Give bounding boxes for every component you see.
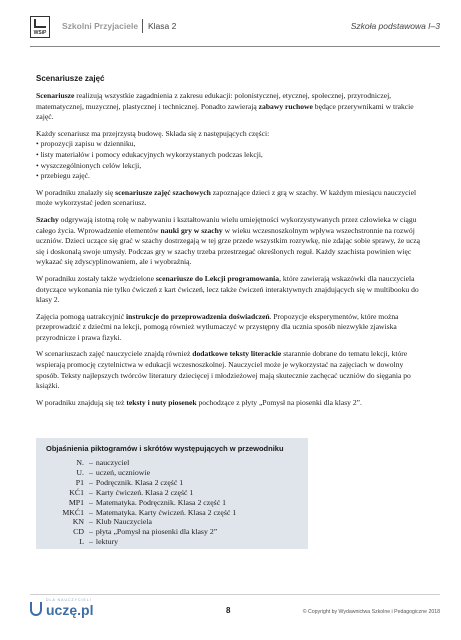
dash: – xyxy=(89,527,93,537)
dash: – xyxy=(89,497,93,507)
page-header xyxy=(30,16,440,46)
bold-term: scenariusze zajęć szachowych xyxy=(115,187,211,197)
paragraph-text: W poradniku znajdują się też xyxy=(36,397,127,407)
abbreviation-row xyxy=(46,488,298,498)
dash: – xyxy=(89,487,93,497)
abbreviation: N. xyxy=(76,458,84,467)
abbreviation-row xyxy=(46,478,298,488)
abbreviation-meaning: Matematyka. Karty ćwiczeń. Klasa 2 część 1 xyxy=(95,507,237,517)
paragraph-experiments xyxy=(36,312,428,344)
abbreviation-meaning: Karty ćwiczeń. Klasa 2 część 1 xyxy=(95,487,194,497)
abbreviation: KĆ1 xyxy=(69,487,84,497)
paragraph-text: odgrywają istotną rolę w nabywaniu i kształtowaniu wielu umiejętności wykorzystywanych przez człowieka w ciągu całego życia. Wprowadzenie elementów xyxy=(36,214,417,235)
footer-rule xyxy=(30,594,440,595)
abbreviation: CD xyxy=(73,527,84,537)
ucze-logo[interactable] xyxy=(30,598,110,622)
main-content xyxy=(36,74,428,414)
paragraph-text: W poradniku znalazły się xyxy=(36,187,116,197)
paragraph-text: . Propozycje eksperymentów, które można przeprowadzić z dziećmi na lekcji, pomogą również wytłumaczyć w przystępny dla ucznia sposób niezwykłe zjawiska przyrodnicze i prawa fizyki. xyxy=(36,311,399,342)
section-title: Scenariusze zajęć xyxy=(36,74,105,83)
school-level: Szkoła podstawowa I–3 xyxy=(350,21,440,31)
paragraph-text: Zajęcia pomogą uatrakcyjnić xyxy=(36,311,127,321)
series-title: Szkolni Przyjaciele xyxy=(62,21,139,31)
abbreviation-row xyxy=(46,537,298,547)
paragraph-text: starannie dobrane do tematu lekcji, które wspierają promocję czytelnictwa w edukacji wczesnoszkolnej. Nauczyciel może je wykorzystać na zajęciach w dowolny sposób. Teksty najlepszych twórców literatury dziecięcej i młodzieżowej mają skutecznie zachęcać uczniów do sięgania po książki. xyxy=(36,349,411,391)
abbreviation: L xyxy=(79,537,84,547)
paragraph-text: W poradniku zostały także wydzielone xyxy=(36,273,156,283)
wsip-logo-text: WSiP xyxy=(33,30,47,36)
paragraph-programming xyxy=(36,274,428,306)
list-item: • przebiegu zajęć. xyxy=(36,171,428,182)
wsip-logo xyxy=(30,16,50,38)
abbreviation-row xyxy=(46,517,298,527)
dash: – xyxy=(89,537,93,547)
bold-term: teksty i nuty piosenek xyxy=(126,397,197,407)
dash: – xyxy=(89,507,93,517)
ucze-site-name: uczę.pl xyxy=(46,602,94,618)
abbreviation: MKĆ1 xyxy=(62,507,84,517)
page-number: 8 xyxy=(226,606,231,615)
bold-term: Szachy xyxy=(36,214,59,224)
paragraph-text: realizują wszystkie zagadnienia z zakresu edukacji: polonistycznej, etycznej, społecznej, przyrodniczej, matematycznej, muzycznej, plastycznej i technicznej. Ponadto zawierają xyxy=(36,91,392,111)
paragraph-literature xyxy=(36,349,428,391)
class-label: Klasa 2 xyxy=(148,21,177,31)
abbreviation: U. xyxy=(76,467,84,477)
abbreviation-row xyxy=(46,508,298,518)
list-item: • wyszczególnionych celów lekcji, xyxy=(36,161,428,172)
abbreviation-row xyxy=(46,468,298,478)
header-separator xyxy=(142,19,143,33)
paragraph-text: , które zawierają wskazówki dla nauczyciela dotyczące wykonania nie tylko ćwiczeń z kart ćwiczeń, lecz także ćwiczeń interaktywnych znajdujących się w multibooku do klasy 2. xyxy=(36,273,419,305)
abbreviation-meaning: nauczyciel xyxy=(95,458,130,467)
abbreviation-meaning: Matematyka. Podręcznik. Klasa 2 część 1 xyxy=(95,497,227,507)
bold-term: scenariusze do Lekcji programowania xyxy=(155,273,280,283)
dash: – xyxy=(89,517,93,527)
abbreviation-row xyxy=(46,527,298,537)
copyright-notice: © Copyright by Wydawnictwa Szkolne i Pedagogiczne 2018 xyxy=(302,609,440,615)
abbreviation-meaning: uczeń, uczniowie xyxy=(95,467,151,477)
abbreviation-meaning: Klub Nauczyciela xyxy=(95,517,152,527)
list-item: • propozycji zapisu w dzienniku, xyxy=(36,139,428,150)
paragraph-chess xyxy=(36,215,428,268)
abbreviations-box xyxy=(36,438,308,549)
list-item: • listy materiałów i pomocy edukacyjnych wykorzystanych podczas lekcji, xyxy=(36,150,428,161)
dash: – xyxy=(89,467,93,477)
bold-term: nauki gry w szachy xyxy=(160,225,223,235)
paragraph-text: będące przerywnikami w trakcie zajęć. xyxy=(36,101,414,122)
abbreviation-meaning: płyta „Pomysł na piosenki dla klasy 2” xyxy=(95,527,218,537)
abbreviation-meaning: Podręcznik. Klasa 2 część 1 xyxy=(95,477,184,487)
bold-term: instrukcje do przeprowadzenia doświadczeń xyxy=(126,311,270,321)
abbreviations-title: Objaśnienia piktogramów i skrótów występujących w przewodniku xyxy=(46,444,284,453)
paragraph-chess-scenarios xyxy=(36,188,428,209)
abbreviation: P1 xyxy=(75,477,84,487)
dash: – xyxy=(89,477,93,487)
abbreviation: KN xyxy=(72,517,84,527)
paragraph-songs xyxy=(36,398,428,409)
abbreviation: MP1 xyxy=(68,497,84,507)
abbreviation-row xyxy=(46,458,298,468)
abbreviation-meaning: lektury xyxy=(95,537,118,547)
ucze-tagline: DLA NAUCZYCIELI xyxy=(46,598,92,602)
bold-term: dodatkowe teksty literackie xyxy=(192,349,282,359)
bold-term: zabawy ruchowe xyxy=(258,101,313,111)
dash: – xyxy=(89,458,93,467)
wsip-logo-mark-icon xyxy=(34,19,46,28)
paragraph-text: W scenariuszach zajęć nauczyciele znajdą również xyxy=(36,349,193,359)
paragraph-text: zapoznające dzieci z grą w szachy. W każdym miesiącu nauczyciel może wykorzystać jeden scenariusz. xyxy=(36,187,417,208)
structure-list xyxy=(36,139,428,181)
paragraph-structure: Każdy scenariusz ma przejrzystą budowę. Składa się z następujących części: xyxy=(36,128,270,138)
paragraph-text: pochodzące z płyty „Pomysł na piosenki dla klasy 2”. xyxy=(196,397,362,407)
header-rule xyxy=(30,46,440,47)
paragraph-scenarios xyxy=(36,91,428,123)
paragraph-text: w wieku wczesnoszkolnym wpływa wszechstronnie na rozwój uczniów. Dzieci uczące się grać w szachy dostrzegają w tej grze przede wszystkim rozrywkę, nie zdając sobie sprawy, że uczą się i doskonalą swoje umysły. Podczas gry w szachy trzeba przestrzegać określonych reguł. Każdy szachista powinien więc wykazać się zdyscyplinowaniem, ale i wyobraźnią. xyxy=(36,225,420,267)
abbreviation-row xyxy=(46,498,298,508)
bold-term: Scenariusze xyxy=(36,91,75,100)
ucze-u-icon xyxy=(30,602,42,616)
